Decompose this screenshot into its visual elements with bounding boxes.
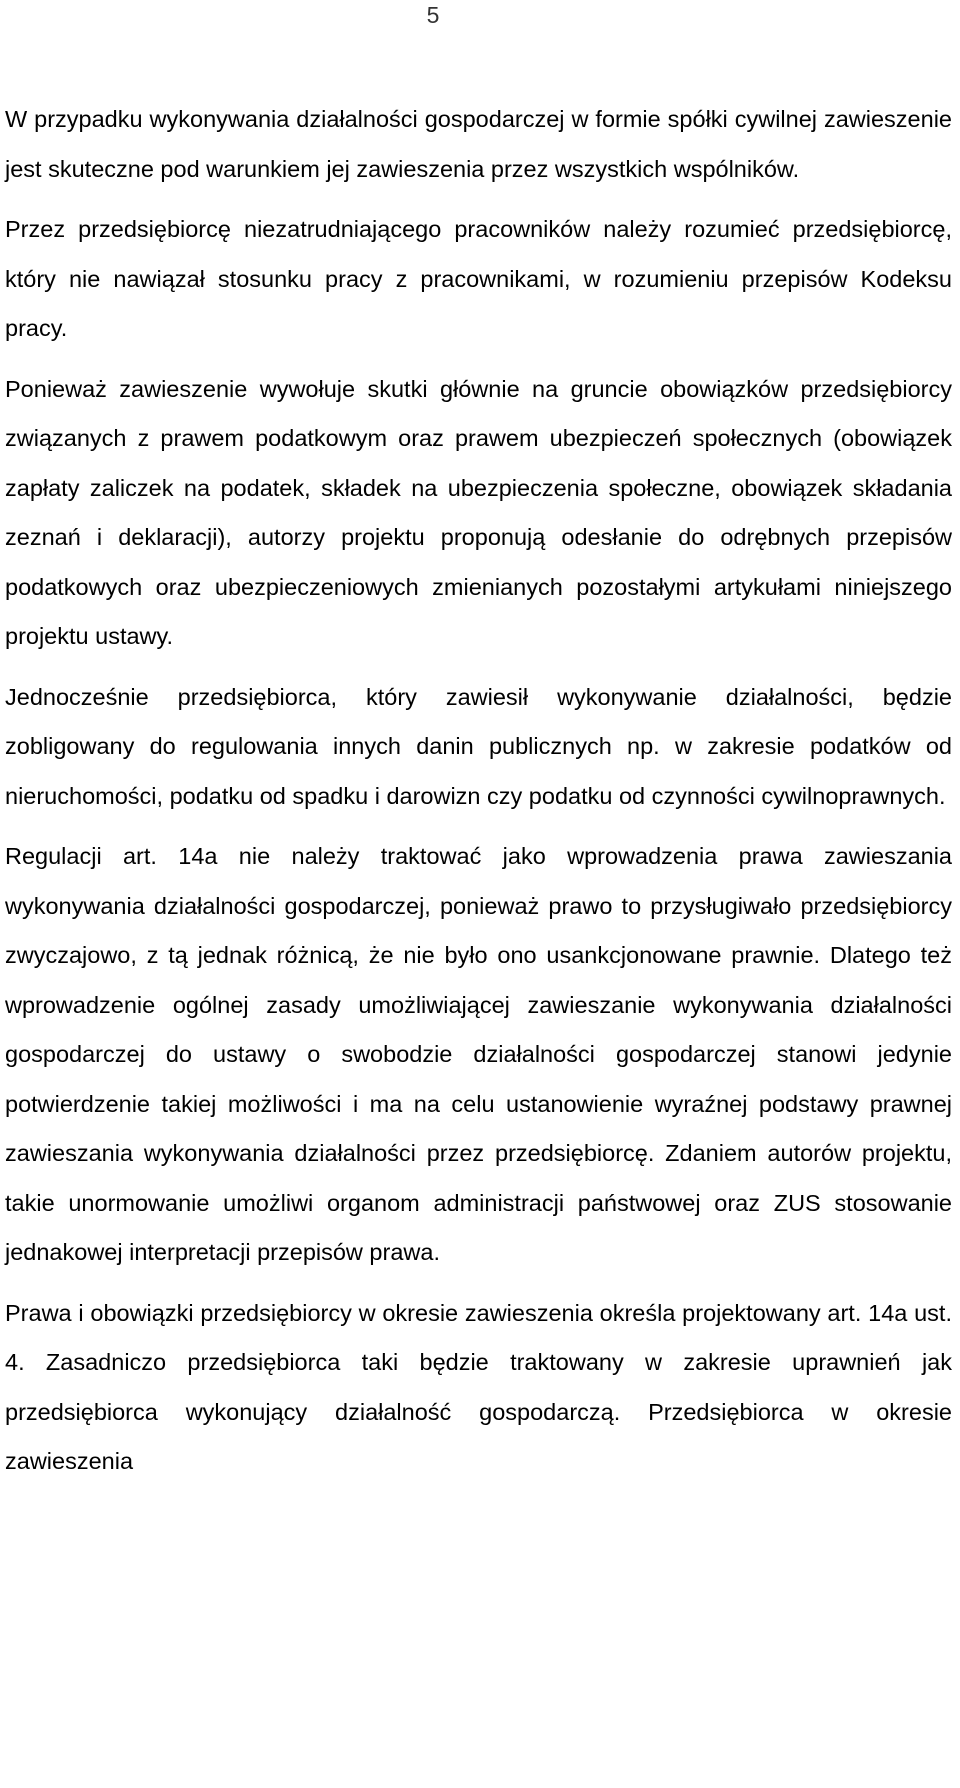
paragraph-skutki-zawieszenia: Ponieważ zawieszenie wywołuje skutki głównie na gruncie obowiązków przedsiębiorcy związanych z prawem podatkowym oraz prawem ubezpieczeń społecznych (obowiązek zapłaty zaliczek na podatek, składek na ubezpieczenia społeczne, obowiązek składania zeznań i deklaracji), autorzy projektu proponują odesłanie do odrębnych przepisów podatkowych oraz ubezpieczeniowych zmienianych pozostałymi artykułami niniejszego projektu ustawy. [5, 375, 952, 649]
paragraph-daniny-publiczne: Jednocześnie przedsiębiorca, który zawiesił wykonywanie działalności, będzie zobligowany do regulowania innych danin publicznych np. w zakresie podatków od nieruchomości, podatku od spadku i darowizn czy podatku od czynności cywilnoprawnych. [5, 683, 952, 809]
paragraph-przedsiebiorca-niezatrudniajacy: Przez przedsiębiorcę niezatrudniającego pracowników należy rozumieć przedsiębiorcę, który nie nawiązał stosunku pracy z pracownikami, w rozumieniu przepisów Kodeksu pracy. [5, 216, 952, 341]
page-number: 5 [426, 2, 440, 28]
paragraph-regulacja-art-14a: Regulacji art. 14a nie należy traktować jako wprowadzenia prawa zawieszania wykonywania działalności gospodarczej, ponieważ prawo to przysługiwało przedsiębiorcy zwyczajowo, z tą jednak różnicą, że nie było ono usankcjonowane prawnie. Dlatego też wprowadzenie ogólnej zasady umożliwiającej zawieszanie wykonywania działalności gospodarczej do ustawy o swobodzie działalności gospodarczej stanowi jedynie potwierdzenie takiej możliwości i ma na celu ustanowienie wyraźnej podstawy prawnej zawieszania wykonywania działalności przez przedsiębiorcę. Zdaniem autorów projektu, takie unormowanie umożliwi organom administracji państwowej oraz ZUS stosowanie jednakowej interpretacji przepisów prawa. [5, 843, 952, 1265]
paragraph-spolka-cywilna: W przypadku wykonywania działalności gospodarczej w formie spółki cywilnej zawieszenie jest skuteczne pod warunkiem jej zawieszenia przez wszystkich wspólników. [5, 106, 952, 182]
document-body [5, 95, 952, 1498]
paragraph-prawa-i-obowiazki: Prawa i obowiązki przedsiębiorcy w okresie zawieszenia określa projektowany art. 14a ust. 4. Zasadniczo przedsiębiorca taki będzie traktowany w zakresie uprawnień jak przedsiębiorca wykonujący działalność gospodarczą. Przedsiębiorca w okresie zawieszenia [5, 1299, 952, 1474]
